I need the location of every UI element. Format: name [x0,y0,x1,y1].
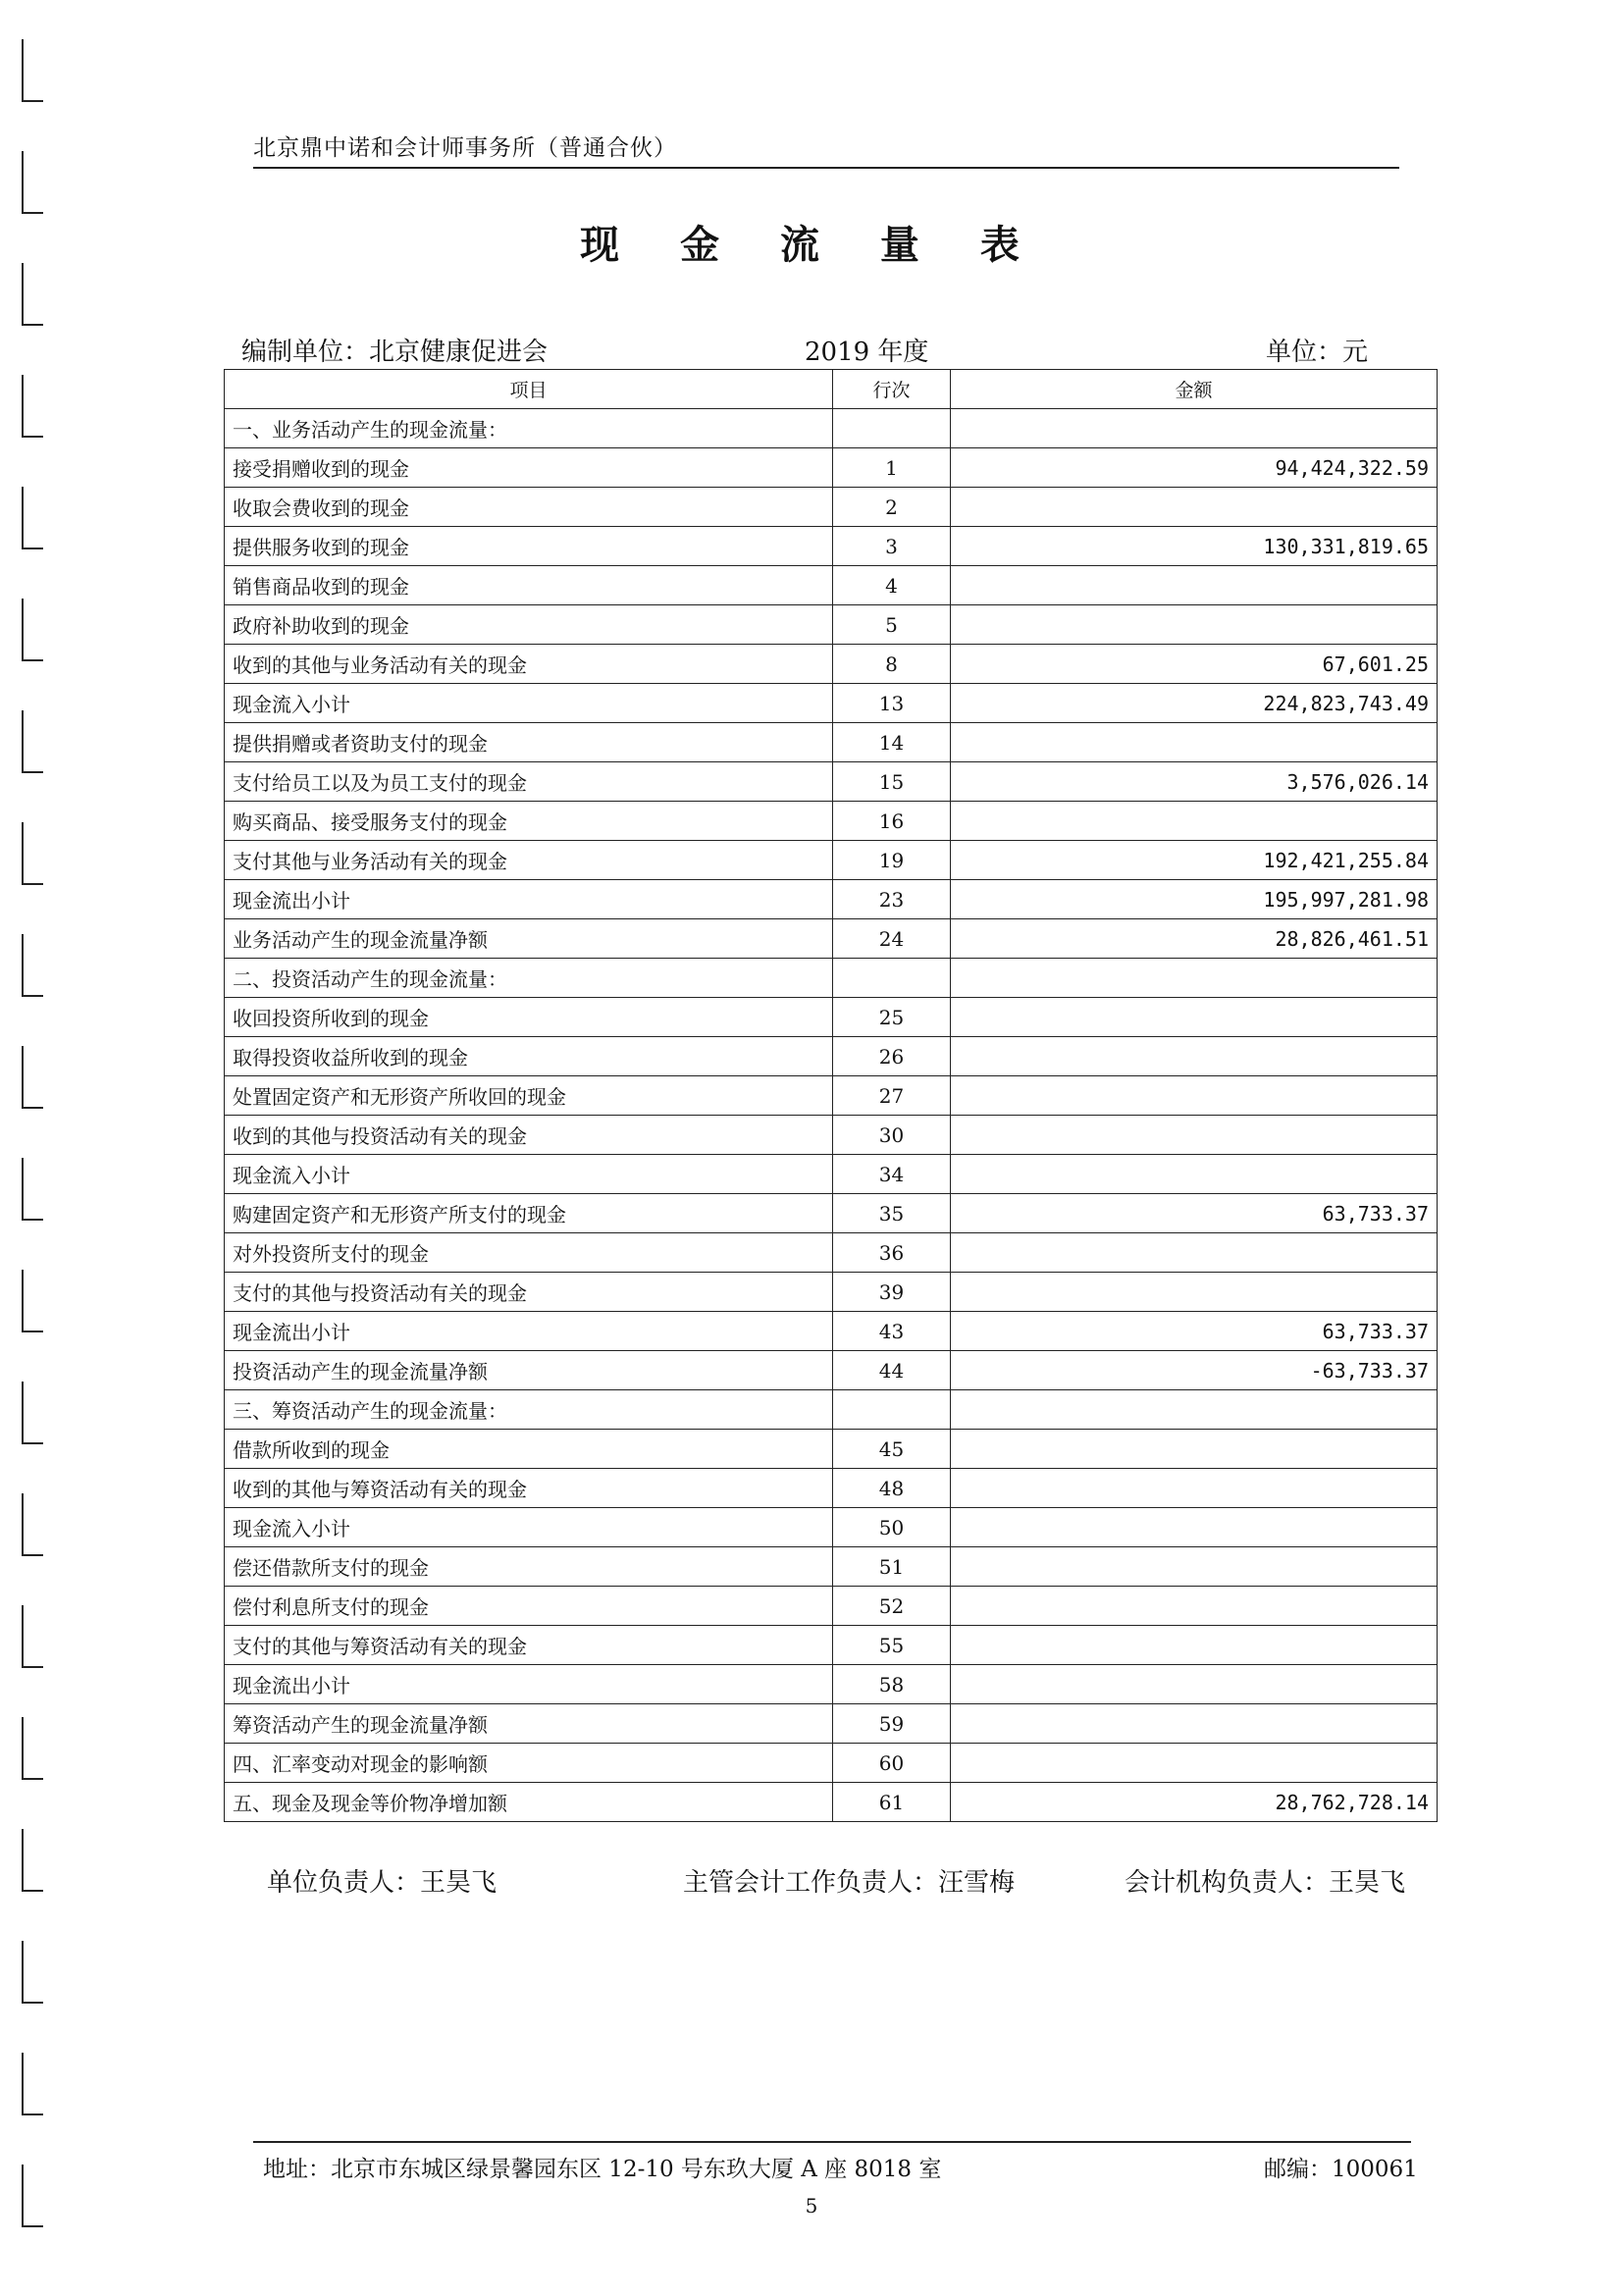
row-line-number: 48 [833,1469,951,1508]
binding-mark [22,934,43,997]
row-line-number [833,409,951,448]
row-item-label: 支付的其他与筹资活动有关的现金 [225,1626,833,1665]
table-row [225,723,1438,762]
row-item-label: 购买商品、接受服务支付的现金 [225,802,833,841]
table-row [225,880,1438,919]
row-line-number: 39 [833,1273,951,1312]
row-amount: 94,424,322.59 [951,448,1438,488]
row-line-number [833,1390,951,1430]
row-item-label: 现金流出小计 [225,880,833,919]
column-header-item: 项目 [225,370,833,409]
row-line-number: 27 [833,1076,951,1116]
row-amount [951,605,1438,645]
row-line-number: 24 [833,919,951,959]
preparing-unit: 编制单位：北京健康促进会 [241,338,549,367]
header-rule [253,167,1399,169]
row-line-number: 60 [833,1744,951,1783]
row-item-label: 现金流出小计 [225,1665,833,1704]
table-row [225,841,1438,880]
row-line-number: 19 [833,841,951,880]
row-line-number: 25 [833,998,951,1037]
postal-code: 邮编：100061 [1264,2157,1418,2182]
row-item-label: 提供捐赠或者资助支付的现金 [225,723,833,762]
row-line-number: 4 [833,566,951,605]
binding-mark [22,151,43,214]
binding-mark [22,710,43,773]
table-row [225,448,1438,488]
row-item-label: 现金流出小计 [225,1312,833,1351]
row-amount [951,1587,1438,1626]
table-row [225,959,1438,998]
row-line-number: 1 [833,448,951,488]
row-item-label: 收回投资所收到的现金 [225,998,833,1037]
row-amount: 130,331,819.65 [951,527,1438,566]
row-line-number: 59 [833,1704,951,1744]
page-number: 5 [805,2194,818,2218]
row-line-number: 14 [833,723,951,762]
binding-mark [22,487,43,549]
row-line-number: 2 [833,488,951,527]
row-line-number: 23 [833,880,951,919]
row-item-label: 现金流入小计 [225,1155,833,1194]
row-amount: 3,576,026.14 [951,762,1438,802]
row-amount [951,998,1438,1037]
row-line-number: 34 [833,1155,951,1194]
row-amount [951,1744,1438,1783]
row-line-number: 36 [833,1233,951,1273]
binding-mark [22,1829,43,1892]
row-line-number: 13 [833,684,951,723]
row-item-label: 接受捐赠收到的现金 [225,448,833,488]
table-row [225,1116,1438,1155]
row-item-label: 筹资活动产生的现金流量净额 [225,1704,833,1744]
table-row [225,1037,1438,1076]
row-line-number: 26 [833,1037,951,1076]
row-amount [951,566,1438,605]
table-row [225,1547,1438,1587]
row-item-label: 偿还借款所支付的现金 [225,1547,833,1587]
binding-mark [22,39,43,102]
binding-mark [22,375,43,438]
table-row [225,1312,1438,1351]
table-row [225,1626,1438,1665]
row-amount: 224,823,743.49 [951,684,1438,723]
row-item-label: 收到的其他与业务活动有关的现金 [225,645,833,684]
row-item-label: 五、现金及现金等价物净增加额 [225,1783,833,1822]
row-item-label: 现金流入小计 [225,1508,833,1547]
binding-mark [22,2053,43,2115]
row-line-number: 8 [833,645,951,684]
row-line-number: 52 [833,1587,951,1626]
row-item-label: 收取会费收到的现金 [225,488,833,527]
row-line-number: 16 [833,802,951,841]
unit-head-signature: 单位负责人：王昊飞 [267,1868,497,1898]
row-line-number: 58 [833,1665,951,1704]
row-item-label: 对外投资所支付的现金 [225,1233,833,1273]
table-row [225,684,1438,723]
row-line-number: 44 [833,1351,951,1390]
row-amount: 28,826,461.51 [951,919,1438,959]
row-amount: 195,997,281.98 [951,880,1438,919]
row-amount [951,802,1438,841]
row-amount [951,723,1438,762]
table-row [225,605,1438,645]
table-row [225,1587,1438,1626]
page-title: 现 金 流 量 表 [580,222,1043,268]
table-row [225,409,1438,448]
binding-mark [22,1046,43,1109]
row-line-number: 45 [833,1430,951,1469]
row-item-label: 四、汇率变动对现金的影响额 [225,1744,833,1783]
row-item-label: 处置固定资产和无形资产所收回的现金 [225,1076,833,1116]
row-amount [951,1469,1438,1508]
table-row [225,1469,1438,1508]
firm-address: 地址：北京市东城区绿景馨园东区 12-10 号东玖大厦 A 座 8018 室 [263,2157,942,2182]
firm-header: 北京鼎中诺和会计师事务所（普通合伙） [253,135,677,161]
row-item-label: 借款所收到的现金 [225,1430,833,1469]
row-amount [951,1547,1438,1587]
binding-mark [22,1158,43,1221]
row-item-label: 投资活动产生的现金流量净额 [225,1351,833,1390]
table-row [225,919,1438,959]
row-line-number: 5 [833,605,951,645]
row-amount: -63,733.37 [951,1351,1438,1390]
row-amount: 192,421,255.84 [951,841,1438,880]
table-row [225,802,1438,841]
row-amount [951,1233,1438,1273]
row-amount [951,1076,1438,1116]
table-row [225,1704,1438,1744]
row-amount: 63,733.37 [951,1312,1438,1351]
currency-unit: 单位：元 [1266,338,1369,367]
row-item-label: 支付的其他与投资活动有关的现金 [225,1273,833,1312]
row-line-number: 43 [833,1312,951,1351]
row-line-number: 35 [833,1194,951,1233]
row-line-number: 51 [833,1547,951,1587]
row-amount [951,1665,1438,1704]
table-row [225,1783,1438,1822]
table-row [225,1194,1438,1233]
binding-mark [22,1605,43,1668]
row-line-number: 61 [833,1783,951,1822]
table-row [225,1508,1438,1547]
table-row [225,1076,1438,1116]
row-amount [951,1037,1438,1076]
row-item-label: 取得投资收益所收到的现金 [225,1037,833,1076]
agency-head-signature: 会计机构负责人：王昊飞 [1125,1868,1406,1898]
row-amount [951,1155,1438,1194]
accounting-head-signature: 主管会计工作负责人：汪雪梅 [683,1868,1016,1898]
row-amount [951,1273,1438,1312]
row-amount: 67,601.25 [951,645,1438,684]
row-amount: 63,733.37 [951,1194,1438,1233]
table-row [225,1233,1438,1273]
row-amount [951,409,1438,448]
table-row [225,1744,1438,1783]
column-header-line: 行次 [833,370,951,409]
row-amount [951,1116,1438,1155]
row-line-number: 55 [833,1626,951,1665]
row-amount [951,1430,1438,1469]
table-header-row [225,370,1438,409]
table-row [225,998,1438,1037]
row-line-number [833,959,951,998]
column-header-amount: 金额 [951,370,1438,409]
row-line-number: 15 [833,762,951,802]
binding-mark [22,1493,43,1556]
binding-mark [22,1382,43,1444]
table-row [225,527,1438,566]
row-item-label: 支付其他与业务活动有关的现金 [225,841,833,880]
row-item-label: 销售商品收到的现金 [225,566,833,605]
binding-mark [22,599,43,661]
footer-rule [253,2141,1411,2143]
table-row [225,762,1438,802]
row-item-label: 偿付利息所支付的现金 [225,1587,833,1626]
table-row [225,1273,1438,1312]
row-line-number: 50 [833,1508,951,1547]
row-item-label: 政府补助收到的现金 [225,605,833,645]
binding-mark [22,1270,43,1332]
row-item-label: 支付给员工以及为员工支付的现金 [225,762,833,802]
row-amount [951,1626,1438,1665]
row-amount [951,488,1438,527]
table-row [225,566,1438,605]
row-item-label: 业务活动产生的现金流量净额 [225,919,833,959]
table-row [225,488,1438,527]
fiscal-year: 2019 年度 [805,338,929,367]
row-item-label: 二、投资活动产生的现金流量： [225,959,833,998]
table-row [225,1665,1438,1704]
row-item-label: 收到的其他与筹资活动有关的现金 [225,1469,833,1508]
binding-mark [22,1717,43,1780]
row-line-number: 3 [833,527,951,566]
binding-marks [8,39,47,2286]
row-amount [951,1508,1438,1547]
row-amount [951,1390,1438,1430]
binding-mark [22,263,43,326]
row-item-label: 提供服务收到的现金 [225,527,833,566]
binding-mark [22,1941,43,2004]
row-line-number: 30 [833,1116,951,1155]
binding-mark [22,822,43,885]
row-item-label: 一、业务活动产生的现金流量： [225,409,833,448]
table-row [225,1430,1438,1469]
table-row [225,1351,1438,1390]
row-amount [951,1704,1438,1744]
table-row [225,1155,1438,1194]
row-item-label: 购建固定资产和无形资产所支付的现金 [225,1194,833,1233]
row-amount: 28,762,728.14 [951,1783,1438,1822]
cash-flow-table [224,369,1438,1822]
row-amount [951,959,1438,998]
row-item-label: 现金流入小计 [225,684,833,723]
table-row [225,1390,1438,1430]
row-item-label: 收到的其他与投资活动有关的现金 [225,1116,833,1155]
table-row [225,645,1438,684]
row-item-label: 三、筹资活动产生的现金流量： [225,1390,833,1430]
